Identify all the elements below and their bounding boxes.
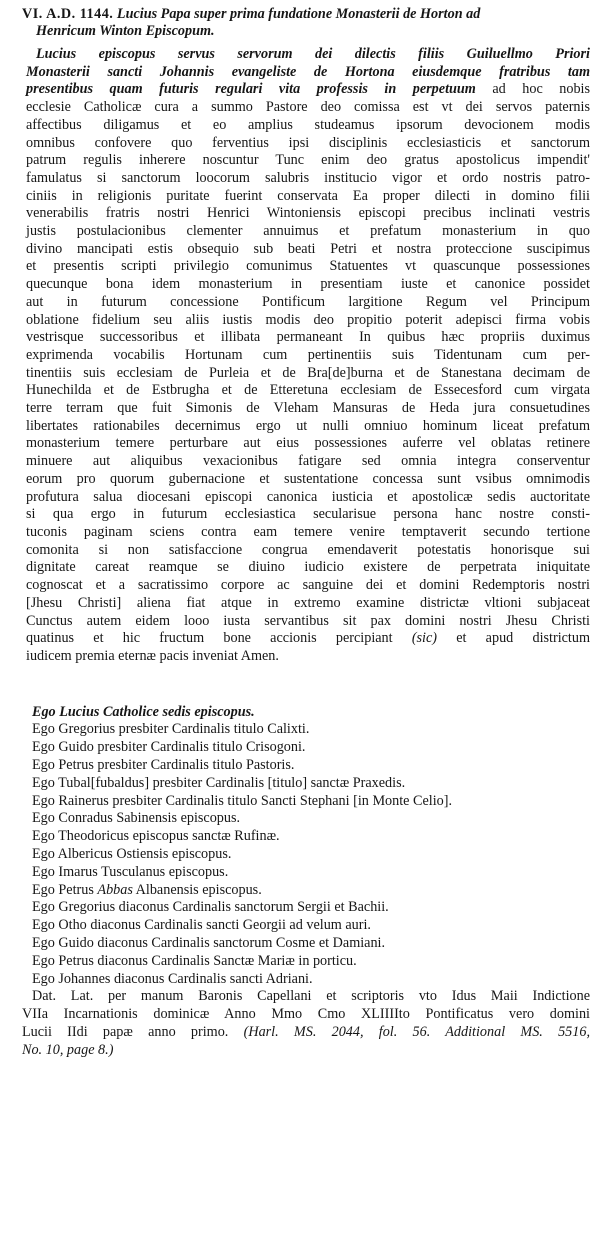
- charter-line: [26, 613, 590, 631]
- charter-line: [26, 577, 590, 595]
- signature-text: Albanensis episcopus.: [132, 881, 262, 898]
- charter-line-text: patrum regulis inherere noscuntur Tunc enim deo gratus apostolicus impendit': [26, 152, 590, 169]
- signature-line: Ego Gregorius presbiter Cardinalis titulo Calixti.: [32, 721, 310, 738]
- charter-line: [26, 347, 590, 365]
- charter-line: [26, 329, 590, 347]
- charter-line: [26, 81, 590, 99]
- signatures-list: [22, 704, 590, 989]
- charter-line: [26, 418, 590, 436]
- charter-line: [26, 453, 590, 471]
- document-heading: [22, 6, 590, 40]
- signature-line: Ego Guido presbiter Cardinalis titulo Crisogoni.: [32, 739, 306, 756]
- signature-line: Ego Otho diaconus Cardinalis sancti Georgii ad velum auri.: [32, 917, 371, 934]
- charter-line: [26, 595, 590, 613]
- document-title-line2: Henricum Winton Episcopum.: [36, 23, 215, 39]
- signature-line: Ego Rainerus presbiter Cardinalis titulo Sancti Stephani [in Monte Celio].: [32, 792, 453, 809]
- dating-line-2: VIIa Incarnationis dominicæ Anno Mmo Cmo XLIIIIto Pontificatus vero domini: [22, 1006, 590, 1023]
- signature-line: Ego Petrus diaconus Cardinalis Sanctæ Mariæ in porticu.: [32, 952, 357, 969]
- charter-line: [26, 135, 590, 153]
- charter-line-text: comonita si non satisfaccione congrua emendaverit potestatis honorisque sui: [26, 541, 590, 558]
- charter-line-bold-italic: Monasterii sancti Johannis evangeliste de Hortona eiusdemque fratribus tam: [26, 63, 590, 80]
- signature-line: [32, 882, 590, 900]
- charter-line-text: affectibus diligamus et eo amplius studeamus ipsorum devocionem modis: [26, 116, 590, 133]
- charter-line: [26, 241, 590, 259]
- charter-line-text: ad hoc nobis: [475, 81, 590, 98]
- signature-line: Ego Conradus Sabinensis episcopus.: [32, 810, 241, 827]
- charter-line: [26, 276, 590, 294]
- charter-line: [26, 223, 590, 241]
- charter-line: [26, 524, 590, 542]
- charter-line: [26, 630, 590, 648]
- charter-line-text: [Jhesu Christi] aliena fiat atque in extremo examine districtæ vltioni subjaceat: [26, 594, 590, 611]
- charter-line-text: divino mancipati estis obsequio sub beati Petri et nostra proteccione suscipimus: [26, 240, 590, 257]
- charter-line: [26, 205, 590, 223]
- charter-line-text: venerabilis fratris nostri Henrici Wintoniensis episcopi precibus inclinati vestris: [26, 205, 590, 222]
- signature-line: Ego Johannes diaconus Cardinalis sancti Adriani.: [32, 970, 313, 987]
- dating-line-1: Dat. Lat. per manum Baronis Capellani et scriptoris vto Idus Maii Indictione: [32, 988, 590, 1005]
- signature-line: Ego Theodoricus episcopus sanctæ Rufinæ.: [32, 828, 280, 845]
- charter-line-text: cognoscat et a sacratissimo corpore ac sanguine dei et domini Redemptoris nostri: [26, 577, 590, 594]
- charter-line: [26, 648, 590, 666]
- charter-line: [26, 312, 590, 330]
- charter-line: [26, 489, 590, 507]
- signature-line: Ego Petrus presbiter Cardinalis titulo Pastoris.: [32, 757, 295, 773]
- charter-line: [26, 99, 590, 117]
- charter-line: [26, 400, 590, 418]
- charter-line: [26, 258, 590, 276]
- charter-line-text: quecunque bona idem monasterium in presentiam iuste et canonice possidet: [26, 276, 590, 293]
- charter-line-bold-italic: presentibus quam futuris regulari vita professis in perpetuum: [26, 81, 476, 98]
- charter-line-text: omnibus confovere quo ferventius ipsi disciplinis ecclesiasticis et sanctorum: [26, 134, 590, 151]
- charter-line-text: libertates rationabiles decernimus ergo ut nulli omniuo hominum liceat prefatum: [26, 417, 590, 434]
- charter-line-text: profutura salua diocesani episcopi canonica iusticia et apostolicæ sedis auctoritate: [26, 488, 590, 505]
- charter-line-text: vestrisque successoribus et illibata permaneant In quibus hæc propriis duximus: [26, 329, 590, 346]
- document-title-line1: Lucius Papa super prima fundatione Monasterii de Horton ad: [116, 6, 481, 22]
- charter-line-text: eorum pro quorum gubernacione et sustentatione concessa sunt vsibus omnimodis: [26, 470, 590, 487]
- signature-pope: Ego Lucius Catholice sedis episcopus.: [32, 703, 255, 720]
- signature-line: Ego Albericus Ostiensis episcopus.: [32, 845, 232, 862]
- charter-line: [26, 294, 590, 312]
- signature-line: Ego Gregorius diaconus Cardinalis sanctorum Sergii et Bachii.: [32, 899, 389, 916]
- signature-line: Ego Guido diaconus Cardinalis sanctorum Cosme et Damiani.: [32, 934, 386, 951]
- charter-line-text-tail: et apud districtum: [437, 630, 591, 647]
- charter-line: [26, 170, 590, 188]
- charter-line: [26, 365, 590, 383]
- charter-line-text: et presentis scripti privilegio comunimus Statuentes vt quascunque possessiones: [26, 258, 590, 275]
- signature-line: Ego Tubal[fubaldus] presbiter Cardinalis [titulo] sanctæ Praxedis.: [32, 774, 406, 791]
- charter-line: [26, 382, 590, 400]
- charter-line: [26, 435, 590, 453]
- charter-line-text: famulatus si sanctorum loocorum salubris institucio vigor et ordo nostris patro-: [26, 169, 590, 186]
- charter-line: [26, 471, 590, 489]
- charter-line-text: minuere aut aliquibus vexacionibus fatigare sed omnia integra conserventur: [26, 453, 590, 470]
- charter-line-text: ciniis in religionis puritate fuerint conservata Ea proper dilecti in domino filii: [26, 187, 590, 204]
- signature-line: Ego Imarus Tusculanus episcopus.: [32, 863, 229, 880]
- dating-line-3: [22, 1024, 590, 1042]
- charter-line-text: justis postulacionibus clementer annuimus et prefatum monasterium in quo: [26, 223, 590, 240]
- charter-line-text: Cunctus autem eidem looo iusta servantibus sit pax domini nostri Jhesu Christi: [26, 612, 590, 629]
- signature-text: Ego Petrus: [32, 881, 98, 898]
- source-citation: (Harl. MS. 2044, fol. 56. Additional MS. 5516,: [243, 1023, 591, 1040]
- charter-line-text: dignitate careat reamque se diuino iudicio existere de perpetrata iniquitate: [26, 559, 590, 576]
- charter-line-text: exprimenda vocabilis Hortunam cum pertinentiis suis Tidentunam cum per-: [26, 346, 590, 363]
- sic-note: (sic): [411, 630, 438, 647]
- charter-line: [26, 46, 590, 64]
- charter-line-text: monasterium temere perturbare aut eius possessiones auferre vel oblatas retinere: [26, 435, 590, 452]
- charter-line: [26, 152, 590, 170]
- charter-line-text: terre terram que fuit Simonis de Vleham Mansuras de Heda jura consuetudines: [26, 400, 590, 417]
- signature-title-italic: Abbas: [97, 881, 133, 898]
- charter-line: [26, 117, 590, 135]
- charter-line-text: oblatione fidelium seu aliis iustis modis deo propitio poterit adepisci firma vobis: [26, 311, 590, 328]
- charter-line-text: quatinus et hic fructum bone accionis percipiant: [26, 630, 412, 647]
- dating-line-3-text: Lucii IIdi papæ anno primo.: [22, 1023, 229, 1040]
- charter-line-text: Hunechilda et de Estbrugha et de Etteretuna ecclesiam de Essecesford cum virgata: [26, 382, 590, 399]
- source-citation-page: No. 10, page 8.): [22, 1041, 114, 1058]
- charter-line: [26, 64, 590, 82]
- charter-text: [22, 46, 590, 666]
- charter-line-text: si qua ergo in futurum ecclesiastica secularisue persona hanc nostre consti-: [26, 506, 590, 523]
- charter-line: [26, 542, 590, 560]
- charter-line-text: aut in futurum concessione Pontificum largitione Regum vel Principum: [26, 293, 590, 310]
- charter-line-text: ecclesie Catholicæ cura a summo Pastore deo comissa est vt dei servos paternis: [26, 99, 590, 116]
- charter-line: [26, 559, 590, 577]
- document-number: VI. A.D. 1144.: [22, 6, 114, 22]
- dating-clause: [22, 988, 590, 1059]
- charter-line: [26, 188, 590, 206]
- charter-line-text: tuconis paginam sciens contra eam temere venire temptaverit secundo tertione: [26, 523, 590, 540]
- charter-line: [26, 506, 590, 524]
- charter-line-text: tinentiis suis ecclesiam de Purleia et de Bra[de]burna et de Stanestana decimam de: [26, 364, 590, 381]
- charter-line-bold-italic: Lucius episcopus servus servorum dei dilectis filiis Guiluellmo Priori: [36, 46, 590, 62]
- charter-line-text: iudicem premia eternæ pacis inveniat Amen.: [26, 647, 279, 664]
